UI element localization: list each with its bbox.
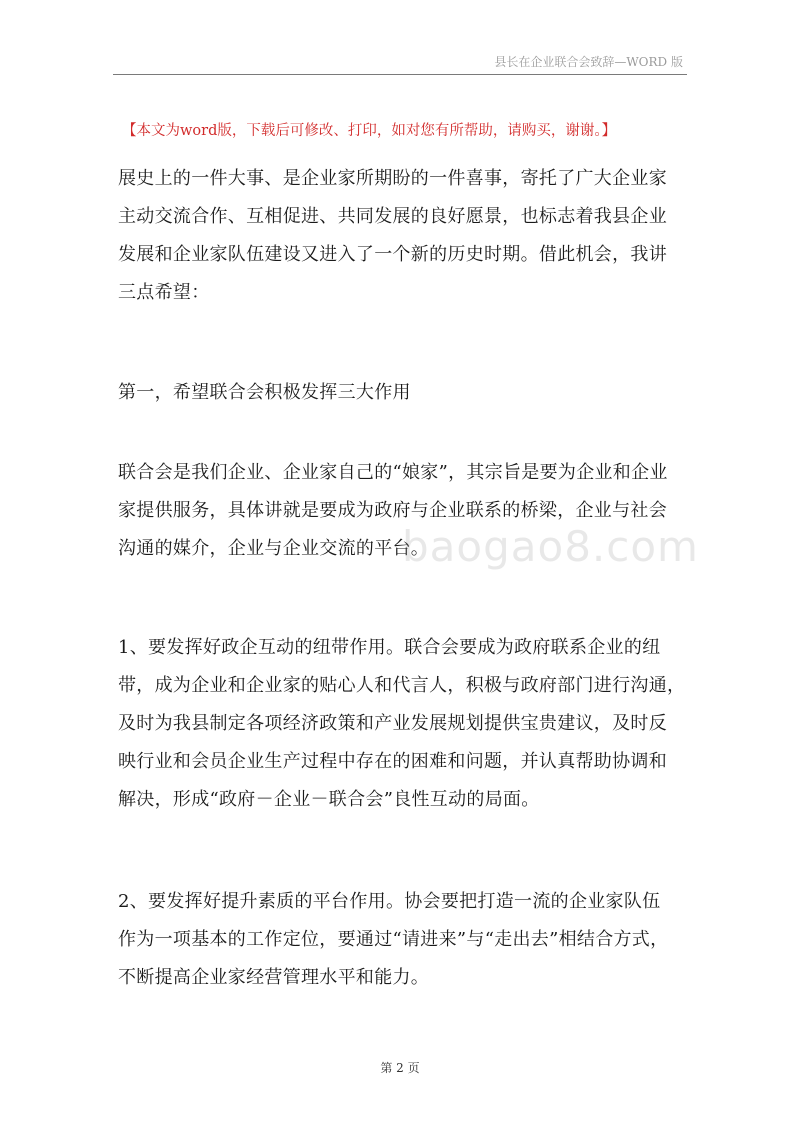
paragraph-line: 三点希望： — [118, 282, 210, 303]
paragraph-line: 解决，形成“政府－企业－联合会”良性互动的局面。 — [118, 789, 540, 810]
paragraph-4 — [118, 629, 684, 819]
section-heading — [118, 374, 684, 412]
watermark: baogao8.com — [402, 522, 699, 571]
paragraph-line: 沟通的媒介，企业与企业交流的平台。 — [118, 538, 430, 559]
paragraph-5 — [118, 883, 684, 997]
paragraph-line: 映行业和会员企业生产过程中存在的困难和问题，并认真帮助协调和 — [118, 751, 667, 772]
header-divider — [113, 74, 687, 75]
paragraph-line: 第一，希望联合会积极发挥三大作用 — [118, 382, 411, 403]
paragraph-line: 不断提高企业家经营管理水平和能力。 — [118, 967, 430, 988]
download-notice: 【本文为word版，下载后可修改、打印，如对您有所帮助，请购买，谢谢。】 — [122, 123, 617, 139]
paragraph-line: 展史上的一件大事、是企业家所期盼的一件喜事，寄托了广大企业家 — [118, 168, 667, 189]
paragraph-line: 2、要发挥好提升素质的平台作用。协会要把打造一流的企业家队伍 — [118, 891, 661, 912]
paragraph-line: 及时为我县制定各项经济政策和产业发展规划提供宝贵建议，及时反 — [118, 713, 667, 734]
paragraph-line: 家提供服务，具体讲就是要成为政府与企业联系的桥梁，企业与社会 — [118, 500, 667, 521]
paragraph-line: 作为一项基本的工作定位，要通过“请进来”与“走出去”相结合方式， — [118, 929, 669, 950]
paragraph-line: 发展和企业家队伍建设又进入了一个新的历史时期。借此机会，我讲 — [118, 244, 667, 265]
paragraph-line: 主动交流合作、互相促进、共同发展的良好愿景，也标志着我县企业 — [118, 206, 667, 227]
document-header-title: 县长在企业联合会致辞—WORD 版 — [494, 55, 683, 69]
paragraph-1 — [118, 160, 684, 312]
paragraph-line: 带，成为企业和企业家的贴心人和代言人，积极与政府部门进行沟通， — [118, 675, 686, 696]
page-number: 第 2 页 — [380, 1061, 420, 1075]
paragraph-line: 联合会是我们企业、企业家自己的“娘家”，其宗旨是要为企业和企业 — [118, 462, 668, 483]
paragraph-line: 1、要发挥好政企互动的纽带作用。联合会要成为政府联系企业的纽 — [118, 637, 661, 658]
